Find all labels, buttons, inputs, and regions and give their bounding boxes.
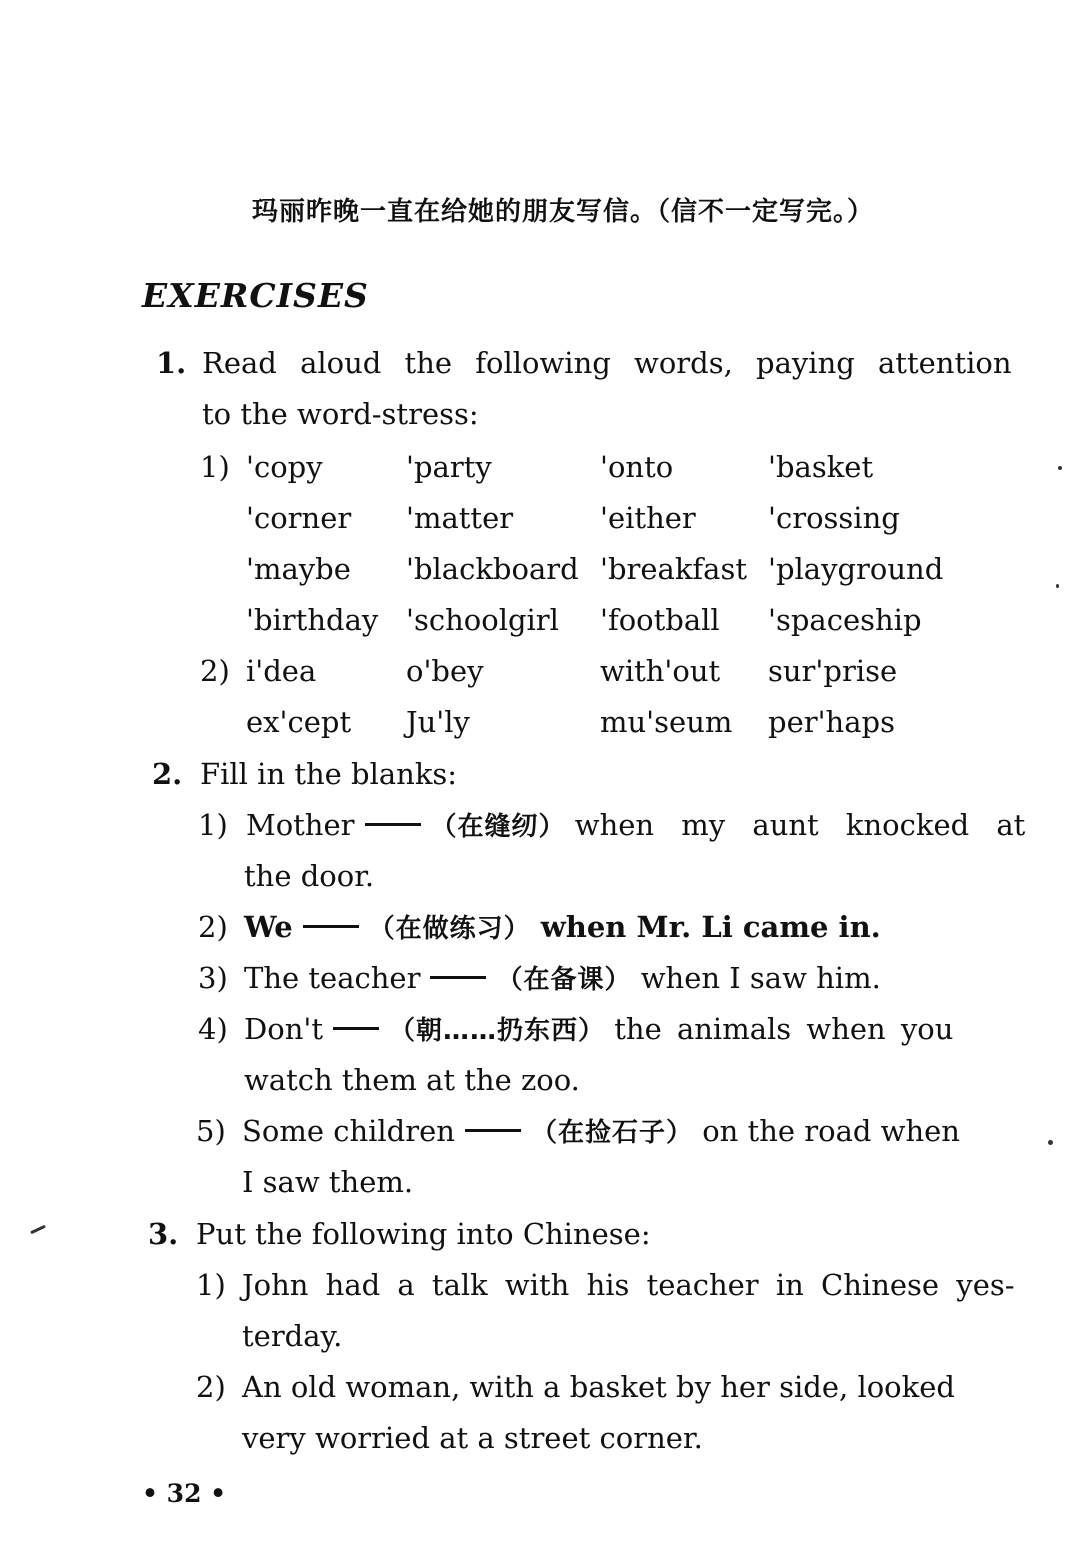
item-text: Don't — [244, 1012, 324, 1046]
ex2-number: 2. — [152, 757, 183, 791]
item-text: when I saw him. — [640, 961, 881, 995]
word: 'birthday — [246, 603, 379, 637]
word: 'party — [406, 450, 492, 484]
word: 'playground — [768, 552, 944, 586]
item-text: Mother — [246, 808, 355, 842]
ex3-item-cont: terday. — [242, 1319, 343, 1353]
ex3-item-label: 1) — [196, 1268, 226, 1302]
word: ex'cept — [246, 705, 352, 739]
translation-line: 玛丽昨晚一直在给她的朋友写信。（信不一定写完。） — [252, 197, 875, 227]
ex2-item — [244, 909, 881, 947]
ex1-number: 1. — [156, 346, 187, 380]
ex2-item-label: 2) — [198, 910, 228, 944]
ex1-instruction-line2: to the word-stress: — [202, 397, 479, 431]
ex2-item — [242, 1113, 960, 1151]
word: 'crossing — [768, 501, 900, 535]
ex3-item-cont: very worried at a street corner. — [242, 1421, 703, 1455]
word: i'dea — [246, 654, 317, 688]
word: per'haps — [768, 705, 895, 739]
ex2-item-label: 1) — [198, 808, 228, 842]
ex1-group1-label: 1) — [200, 450, 230, 484]
item-text: Some children — [242, 1114, 455, 1148]
item-text: We — [244, 910, 293, 944]
word: 'matter — [406, 501, 514, 535]
item-hint: （在缝纫） — [430, 812, 566, 842]
blank-line — [365, 823, 421, 826]
item-hint: （在备课） — [496, 965, 632, 995]
word: Ju'ly — [406, 705, 470, 739]
page-number: • 32 • — [142, 1479, 227, 1508]
ex3-number: 3. — [148, 1217, 179, 1251]
word: 'maybe — [246, 552, 351, 586]
item-text: the animals when you — [614, 1012, 954, 1046]
ex2-item — [244, 960, 881, 998]
ex1-instruction-line1: Read aloud the following words, paying attention — [202, 346, 1012, 380]
ex2-item-label: 3) — [198, 961, 228, 995]
ex2-item-cont: I saw them. — [242, 1165, 414, 1199]
scan-speck — [30, 1225, 46, 1234]
word: sur'prise — [768, 654, 898, 688]
exercises-title: EXERCISES — [142, 276, 369, 315]
blank-line — [465, 1129, 521, 1132]
word: o'bey — [406, 654, 484, 688]
ex3-heading: Put the following into Chinese: — [196, 1217, 651, 1251]
ex2-heading: Fill in the blanks: — [200, 757, 458, 791]
item-text: when my aunt knocked at — [574, 808, 1026, 842]
word: mu'seum — [600, 705, 733, 739]
word: 'schoolgirl — [406, 603, 559, 637]
item-text: on the road when — [702, 1114, 960, 1148]
item-text: when Mr. Li came in. — [540, 910, 881, 944]
item-hint: （在捡石子） — [530, 1118, 693, 1148]
ex2-item-cont: watch them at the zoo. — [244, 1063, 580, 1097]
scan-speck — [1058, 466, 1062, 470]
ex1-group2-label: 2) — [200, 654, 230, 688]
ex3-item-text: John had a talk with his teacher in Chinese yes- — [242, 1268, 1015, 1302]
word: with'out — [600, 654, 721, 688]
ex2-item — [246, 807, 1025, 845]
ex3-item-text: An old woman, with a basket by her side, looked — [242, 1370, 955, 1404]
word: 'copy — [246, 450, 323, 484]
word: 'basket — [768, 450, 874, 484]
blank-line — [333, 1027, 379, 1030]
word: 'blackboard — [406, 552, 579, 586]
ex2-item-cont: the door. — [244, 859, 375, 893]
ex2-item-label: 5) — [196, 1114, 226, 1148]
blank-line — [430, 976, 486, 979]
word: 'onto — [600, 450, 674, 484]
ex2-item-label: 4) — [198, 1012, 228, 1046]
blank-line — [303, 925, 359, 928]
word: 'breakfast — [600, 552, 747, 586]
word: 'spaceship — [768, 603, 922, 637]
item-text: The teacher — [244, 961, 421, 995]
scan-speck — [1048, 1140, 1053, 1145]
scan-speck — [1056, 584, 1059, 588]
word: 'either — [600, 501, 696, 535]
word: 'corner — [246, 501, 352, 535]
item-hint: （朝……扔东西） — [389, 1016, 606, 1046]
word: 'football — [600, 603, 720, 637]
ex3-item-label: 2) — [196, 1370, 226, 1404]
ex2-item — [244, 1011, 953, 1049]
item-hint: （在做练习） — [368, 914, 531, 944]
